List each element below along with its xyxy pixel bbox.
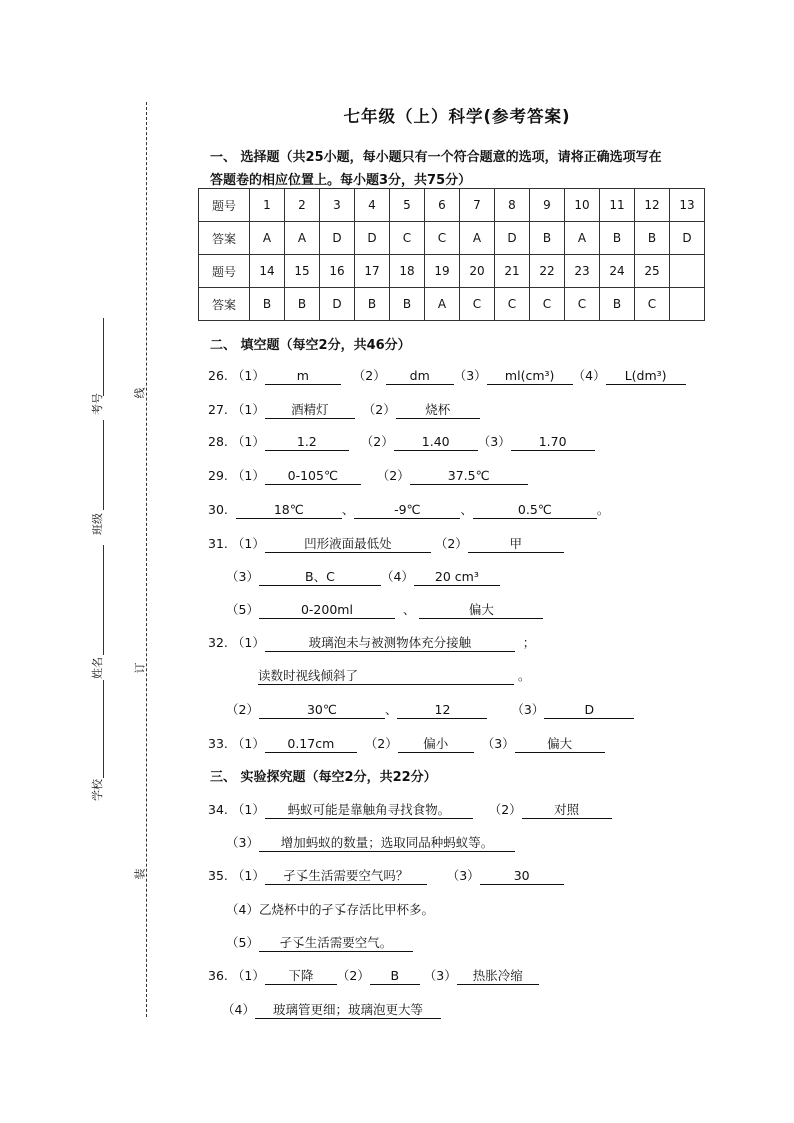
question-28 bbox=[208, 432, 595, 451]
question-32-line3 bbox=[226, 700, 634, 719]
answer-blank: 37.5℃ bbox=[410, 468, 528, 485]
table-cell: 7 bbox=[460, 189, 495, 222]
part-label: （3） bbox=[446, 868, 480, 883]
part-label: （2） bbox=[364, 736, 398, 751]
answer-blank: B bbox=[370, 968, 420, 985]
answer-text: 乙烧杯中的孑孓存活比甲杯多。 bbox=[258, 902, 434, 917]
part-label: （2） bbox=[360, 434, 394, 449]
table-cell: A bbox=[565, 222, 600, 255]
answer-blank: 偏大 bbox=[515, 736, 605, 753]
answer-blank: 读数时视线倾斜了 bbox=[258, 668, 514, 685]
answer-blank: ml(cm³) bbox=[487, 368, 573, 385]
question-30 bbox=[208, 500, 609, 519]
table-cell bbox=[670, 288, 705, 321]
table-cell: 2 bbox=[285, 189, 320, 222]
table-cell: B bbox=[530, 222, 565, 255]
part-label: （3） bbox=[453, 368, 487, 383]
part-label: （1） bbox=[231, 434, 265, 449]
table-cell: 17 bbox=[355, 255, 390, 288]
table-cell: B bbox=[600, 288, 635, 321]
question-33 bbox=[208, 734, 605, 753]
class-line bbox=[103, 420, 104, 510]
table-row-header: 答案 bbox=[199, 222, 250, 255]
section2-heading: 二、 填空题（每空2分，共46分） bbox=[210, 338, 411, 353]
answer-blank: 30℃ bbox=[259, 702, 385, 719]
answer-blank: 玻璃管更细；玻璃泡更大等 bbox=[255, 1002, 441, 1019]
table-cell: C bbox=[530, 288, 565, 321]
answer-table-row bbox=[199, 222, 705, 255]
table-cell: B bbox=[635, 222, 670, 255]
part-label: （1） bbox=[231, 468, 265, 483]
table-cell: 20 bbox=[460, 255, 495, 288]
question-35-line3 bbox=[226, 933, 413, 952]
table-cell: C bbox=[425, 222, 460, 255]
question-number: 32. bbox=[208, 635, 228, 650]
table-cell: A bbox=[460, 222, 495, 255]
part-label: （2） bbox=[226, 702, 259, 717]
answer-blank: 0.5℃ bbox=[473, 502, 597, 519]
part-label: （4） bbox=[226, 902, 259, 917]
table-cell: D bbox=[320, 222, 355, 255]
exam-no-line bbox=[103, 318, 104, 396]
answer-blank: 1.70 bbox=[511, 434, 595, 451]
table-cell: C bbox=[565, 288, 600, 321]
table-cell: 6 bbox=[425, 189, 460, 222]
section3-heading: 三、 实验探究题（每空2分，共22分） bbox=[210, 770, 437, 785]
part-label: （1） bbox=[231, 368, 265, 383]
table-cell: 12 bbox=[635, 189, 670, 222]
answer-blank: 热胀冷缩 bbox=[457, 968, 539, 985]
margin-exam-no-label: 考号 bbox=[91, 393, 104, 415]
answer-blank: 偏小 bbox=[398, 736, 474, 753]
answer-blank: 0.17cm bbox=[265, 736, 357, 753]
question-number: 34. bbox=[208, 802, 228, 817]
table-cell: B bbox=[285, 288, 320, 321]
question-number: 35. bbox=[208, 868, 228, 883]
table-cell: 8 bbox=[495, 189, 530, 222]
margin-xian-char: 线 bbox=[133, 387, 147, 399]
part-label: （3） bbox=[423, 968, 457, 983]
table-cell: B bbox=[600, 222, 635, 255]
part-label: （2） bbox=[352, 368, 386, 383]
question-31-line3 bbox=[226, 600, 543, 619]
answer-blank: 蚂蚁可能是靠触角寻找食物。 bbox=[265, 802, 473, 819]
separator: 、 bbox=[384, 702, 398, 717]
question-number: 33. bbox=[208, 736, 228, 751]
answer-blank: 对照 bbox=[522, 802, 612, 819]
answer-blank: 孑孓生活需要空气。 bbox=[259, 935, 413, 952]
answer-blank: 凹形液面最低处 bbox=[265, 536, 431, 553]
table-cell: 24 bbox=[600, 255, 635, 288]
answer-blank: 30 bbox=[480, 868, 564, 885]
answer-blank: 下降 bbox=[265, 968, 337, 985]
question-number: 31. bbox=[208, 536, 228, 551]
page-title: 七年级（上）科学(参考答案) bbox=[343, 107, 571, 126]
table-row-header: 答案 bbox=[199, 288, 250, 321]
part-label: （1） bbox=[231, 536, 265, 551]
binding-dashed-line bbox=[146, 102, 147, 1017]
answer-blank: 增加蚂蚁的数量；选取同品种蚂蚁等。 bbox=[259, 835, 515, 852]
question-34-line2 bbox=[226, 833, 515, 852]
table-cell: 15 bbox=[285, 255, 320, 288]
table-cell: 18 bbox=[390, 255, 425, 288]
question-27 bbox=[208, 400, 480, 419]
answer-blank: 18℃ bbox=[236, 502, 342, 519]
table-cell: 9 bbox=[530, 189, 565, 222]
answer-blank: 1.2 bbox=[265, 434, 349, 451]
answer-blank: 0-105℃ bbox=[265, 468, 361, 485]
question-26 bbox=[208, 366, 686, 385]
question-number: 30. bbox=[208, 502, 228, 517]
table-cell: 4 bbox=[355, 189, 390, 222]
answer-table-row bbox=[199, 189, 705, 222]
question-32-line1 bbox=[208, 633, 535, 652]
answer-blank: dm bbox=[386, 368, 454, 385]
table-cell: 25 bbox=[635, 255, 670, 288]
part-label: （2） bbox=[362, 402, 396, 417]
semicolon: ； bbox=[522, 635, 536, 650]
table-cell: 3 bbox=[320, 189, 355, 222]
part-label: （4） bbox=[222, 1002, 255, 1017]
question-number: 29. bbox=[208, 468, 228, 483]
question-number: 36. bbox=[208, 968, 228, 983]
table-cell: A bbox=[285, 222, 320, 255]
part-label: （2） bbox=[488, 802, 522, 817]
answer-blank: 玻璃泡未与被测物体充分接触 bbox=[265, 635, 515, 652]
table-row-header: 题号 bbox=[199, 255, 250, 288]
part-label: （4） bbox=[380, 569, 414, 584]
table-cell: 13 bbox=[670, 189, 705, 222]
table-cell: 19 bbox=[425, 255, 460, 288]
answer-table-row bbox=[199, 288, 705, 321]
part-label: （5） bbox=[226, 935, 259, 950]
section1-heading-line2: 答题卷的相应位置上。每小题3分，共75分） bbox=[210, 173, 472, 188]
part-label: （3） bbox=[226, 569, 259, 584]
answer-blank: m bbox=[265, 368, 341, 385]
period: 。 bbox=[596, 502, 610, 517]
table-cell: D bbox=[495, 222, 530, 255]
table-cell: 11 bbox=[600, 189, 635, 222]
answer-blank: 20 cm³ bbox=[414, 569, 500, 586]
answer-blank: 酒精灯 bbox=[265, 402, 355, 419]
question-31-line1 bbox=[208, 534, 564, 553]
table-cell: A bbox=[425, 288, 460, 321]
margin-name-label: 姓名 bbox=[91, 657, 104, 679]
table-cell: 10 bbox=[565, 189, 600, 222]
answer-blank: 0-200ml bbox=[259, 602, 395, 619]
margin-school-label: 学校 bbox=[91, 779, 104, 801]
answer-blank: B、C bbox=[259, 569, 381, 586]
separator: 、 bbox=[341, 502, 355, 517]
table-cell: C bbox=[390, 222, 425, 255]
table-cell: 14 bbox=[250, 255, 285, 288]
answer-blank: 偏大 bbox=[419, 602, 543, 619]
separator: 、 bbox=[402, 602, 416, 617]
question-number: 28. bbox=[208, 434, 228, 449]
part-label: （3） bbox=[481, 736, 515, 751]
part-label: （1） bbox=[231, 402, 265, 417]
table-cell: C bbox=[495, 288, 530, 321]
margin-ding-char: 订 bbox=[133, 662, 147, 674]
question-36-line2 bbox=[222, 1000, 441, 1019]
answer-blank: D bbox=[544, 702, 634, 719]
table-cell: 23 bbox=[565, 255, 600, 288]
name-line bbox=[103, 545, 104, 655]
separator: 、 bbox=[460, 502, 473, 517]
question-35-line1 bbox=[208, 866, 564, 885]
part-label: （1） bbox=[231, 868, 265, 883]
table-cell bbox=[670, 255, 705, 288]
part-label: （5） bbox=[226, 602, 259, 617]
school-line bbox=[103, 680, 104, 778]
answer-blank: -9℃ bbox=[354, 502, 460, 519]
answer-blank: 甲 bbox=[468, 536, 564, 553]
question-31-line2 bbox=[226, 567, 500, 586]
question-number: 26. bbox=[208, 368, 228, 383]
table-cell: A bbox=[250, 222, 285, 255]
answer-blank: L(dm³) bbox=[606, 368, 686, 385]
table-cell: 16 bbox=[320, 255, 355, 288]
question-32-line2 bbox=[258, 666, 531, 685]
table-cell: D bbox=[355, 222, 390, 255]
margin-zhuang-char: 装 bbox=[133, 868, 147, 880]
question-36-line1 bbox=[208, 966, 539, 985]
table-cell: B bbox=[355, 288, 390, 321]
part-label: （4） bbox=[572, 368, 606, 383]
part-label: （2） bbox=[376, 468, 410, 483]
table-cell: 1 bbox=[250, 189, 285, 222]
answer-table-row bbox=[199, 255, 705, 288]
part-label: （3） bbox=[477, 434, 511, 449]
table-cell: 5 bbox=[390, 189, 425, 222]
table-cell: C bbox=[460, 288, 495, 321]
table-cell: D bbox=[670, 222, 705, 255]
question-35-line2 bbox=[226, 900, 434, 918]
answer-blank: 烧杯 bbox=[396, 402, 480, 419]
part-label: （3） bbox=[511, 702, 545, 717]
part-label: （2） bbox=[434, 536, 468, 551]
table-cell: B bbox=[250, 288, 285, 321]
part-label: （1） bbox=[231, 736, 265, 751]
table-row-header: 题号 bbox=[199, 189, 250, 222]
answer-blank: 孑孓生活需要空气吗？ bbox=[265, 868, 427, 885]
table-cell: 22 bbox=[530, 255, 565, 288]
period: 。 bbox=[517, 668, 531, 683]
section1-heading-line1: 一、 选择题（共25小题，每小题只有一个符合题意的选项，请将正确选项写在 bbox=[210, 150, 662, 165]
table-cell: 21 bbox=[495, 255, 530, 288]
margin-class-label: 班级 bbox=[91, 513, 104, 535]
answer-table bbox=[198, 188, 705, 321]
part-label: （1） bbox=[231, 968, 265, 983]
question-number: 27. bbox=[208, 402, 228, 417]
answer-blank: 12 bbox=[397, 702, 487, 719]
question-29 bbox=[208, 466, 528, 485]
table-cell: C bbox=[635, 288, 670, 321]
part-label: （2） bbox=[336, 968, 370, 983]
part-label: （1） bbox=[231, 635, 265, 650]
answer-blank: 1.40 bbox=[394, 434, 478, 451]
table-cell: D bbox=[320, 288, 355, 321]
part-label: （3） bbox=[226, 835, 259, 850]
table-cell: B bbox=[390, 288, 425, 321]
part-label: （1） bbox=[231, 802, 265, 817]
question-34-line1 bbox=[208, 800, 612, 819]
